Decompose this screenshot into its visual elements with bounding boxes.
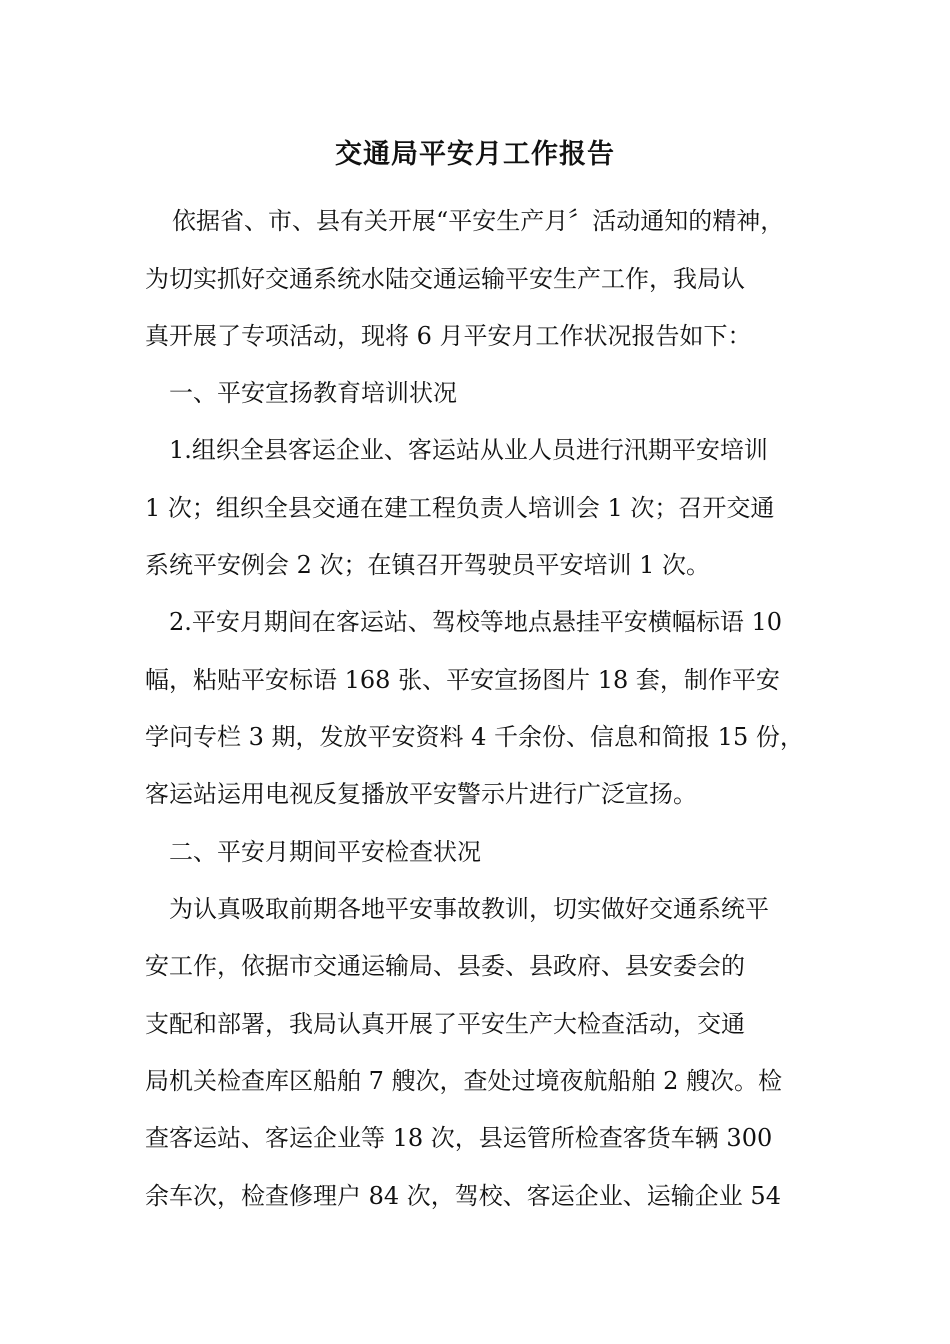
document-title: 交通局平安月工作报告	[335, 139, 615, 170]
body-line: 幅，粘贴平安标语 168 张、平安宣扬图片 18 套，制作平安	[145, 666, 780, 694]
body-line: 依据省、市、县有关开展“平安生产月〞活动通知的精神，	[148, 207, 785, 235]
body-line: 局机关检查库区船舶 7 艘次，查处过境夜航船舶 2 艘次。检	[145, 1067, 783, 1095]
body-line: 学问专栏 3 期，发放平安资料 4 千余份、信息和简报 15 份，	[145, 723, 804, 751]
body-line: 1 次；组织全县交通在建工程负责人培训会 1 次；召开交通	[145, 494, 775, 522]
body-line: 安工作，依据市交通运输局、县委、县政府、县安委会的	[145, 952, 745, 980]
body-line: 真开展了专项活动，现将 6 月平安月工作状况报告如下：	[145, 322, 752, 350]
body-line: 支配和部署，我局认真开展了平安生产大检查活动，交通	[145, 1010, 745, 1038]
body-line: 为认真吸取前期各地平安事故教训，切实做好交通系统平	[145, 895, 769, 923]
body-line: 为切实抓好交通系统水陆交通运输平安生产工作，我局认	[145, 265, 745, 293]
section-heading: 一、平安宣扬教育培训状况	[145, 379, 457, 407]
section-heading: 二、平安月期间平安检查状况	[145, 838, 481, 866]
body-line: 2.平安月期间在客运站、驾校等地点悬挂平安横幅标语 10	[145, 608, 783, 636]
body-line: 查客运站、客运企业等 18 次，县运管所检查客货车辆 300	[145, 1124, 773, 1152]
body-line: 系统平安例会 2 次；在镇召开驾驶员平安培训 1 次。	[145, 551, 711, 579]
body-line: 客运站运用电视反复播放平安警示片进行广泛宣扬。	[145, 780, 697, 808]
body-line: 余车次，检查修理户 84 次，驾校、客运企业、运输企业 54	[145, 1182, 781, 1210]
body-line: 1.组织全县客运企业、客运站从业人员进行汛期平安培训	[145, 436, 768, 464]
